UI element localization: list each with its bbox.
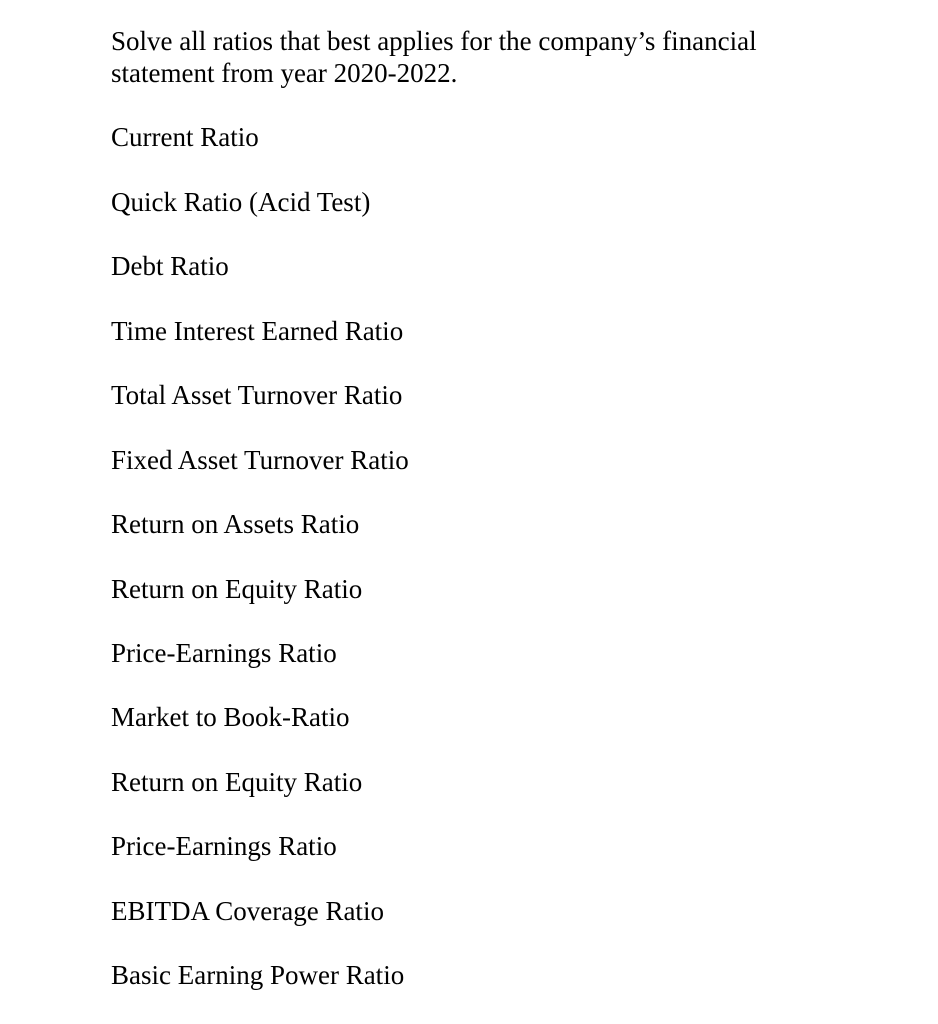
instruction-text (111, 25, 811, 89)
ratio-total-asset-turnover: Total Asset Turnover Ratio (111, 380, 403, 410)
ratio-ebitda-coverage: EBITDA Coverage Ratio (111, 896, 384, 926)
ratio-basic-earning-power: Basic Earning Power Ratio (111, 960, 405, 990)
ratio-price-earnings-repeat: Price-Earnings Ratio (111, 831, 337, 861)
ratio-current: Current Ratio (111, 122, 259, 152)
ratio-debt: Debt Ratio (111, 251, 229, 281)
instruction-line-2: statement from year 2020-2022. (111, 58, 458, 88)
ratio-return-on-equity-repeat: Return on Equity Ratio (111, 767, 363, 797)
ratio-return-on-assets: Return on Assets Ratio (111, 509, 360, 539)
ratio-quick: Quick Ratio (Acid Test) (111, 187, 371, 217)
ratio-fixed-asset-turnover: Fixed Asset Turnover Ratio (111, 445, 409, 475)
ratio-return-on-equity: Return on Equity Ratio (111, 574, 363, 604)
ratio-times-interest-earned: Time Interest Earned Ratio (111, 316, 404, 346)
ratio-market-to-book: Market to Book-Ratio (111, 702, 350, 732)
instruction-line-1: Solve all ratios that best applies for the company’s financial (111, 26, 757, 56)
ratio-price-earnings: Price-Earnings Ratio (111, 638, 337, 668)
